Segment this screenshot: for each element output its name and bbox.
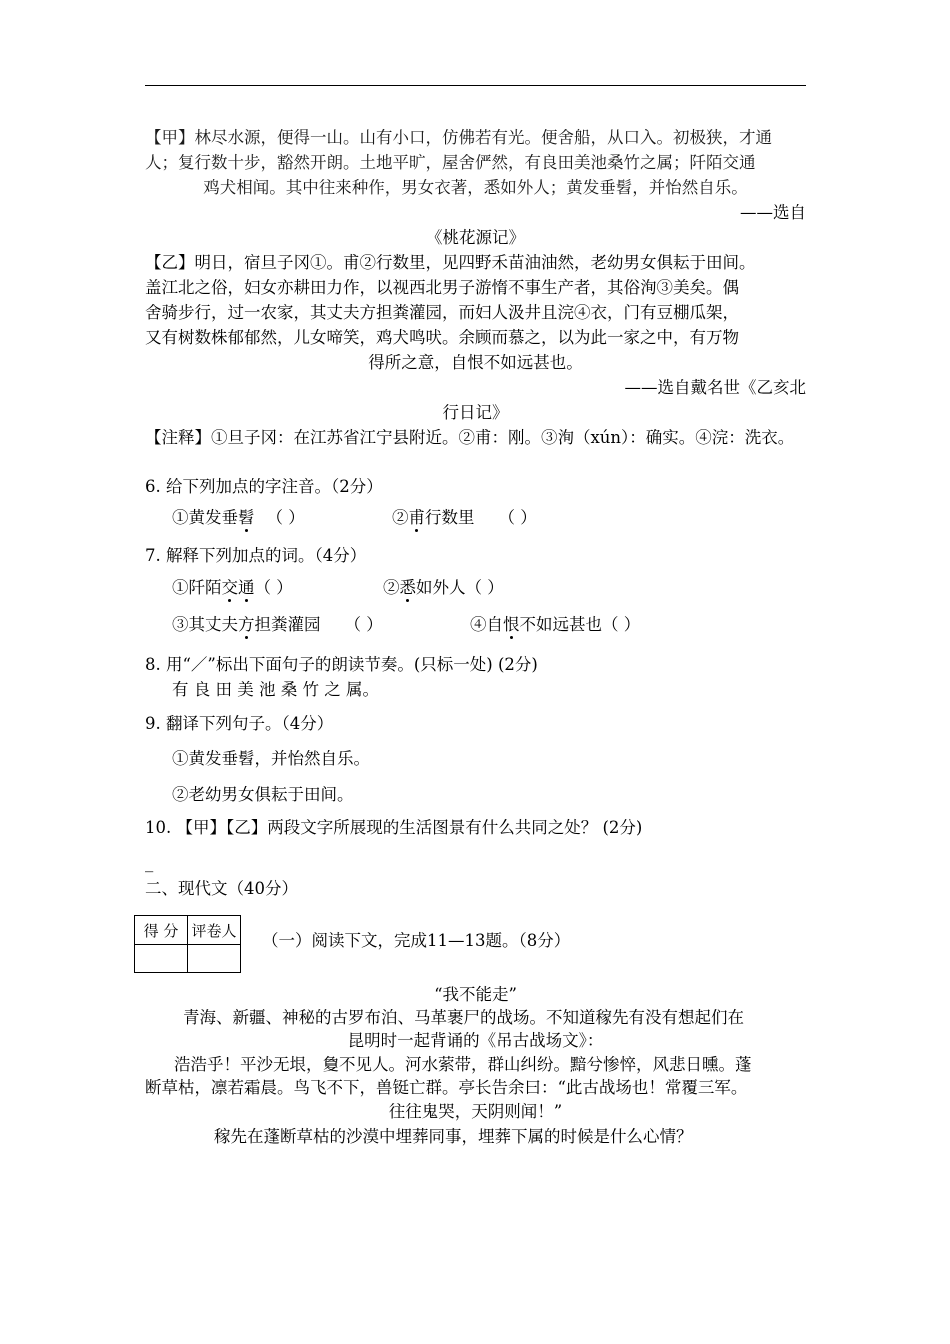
passage-jia-line-2: 人；复行数十步，豁然开朗。土地平旷，屋舍俨然，有良田美池桑竹之属；阡陌交通 xyxy=(145,153,756,172)
q7-b-text: ② xyxy=(383,578,400,597)
q6-item-a xyxy=(172,507,305,529)
q9-item-a: ①黄发垂髫，并怡然自乐。 xyxy=(172,749,370,768)
q7-item-b xyxy=(383,577,504,599)
essay-line-3: 浩浩乎！平沙无垠，敻不见人。河水萦带，群山纠纷。黯兮惨悴，风悲日曛。蓬 xyxy=(174,1055,752,1074)
q7-a-dotted-char-2: 通 xyxy=(238,578,255,597)
essay-line-1: 青海、新疆、神秘的古罗布泊、马革裹尸的战场。不知道稼先有没有想起们在 xyxy=(183,1008,744,1027)
q8-sentence[interactable]: 有 良 田 美 池 桑 竹 之 属。 xyxy=(172,680,379,699)
score-label-cell: 得 分 xyxy=(135,916,188,945)
q6-stem: 6. 给下列加点的字注音。（2分） xyxy=(145,477,383,496)
q7-stem: 7. 解释下列加点的词。（4分） xyxy=(145,546,367,565)
essay-line-5: 往往鬼哭，天阴则闻！” xyxy=(388,1102,563,1121)
q7-b-answer-blank[interactable]: （ ） xyxy=(465,578,504,597)
q9-stem: 9. 翻译下列句子。（4分） xyxy=(145,714,334,733)
q7-item-a xyxy=(172,577,293,599)
section2-title: 二、现代文（40分） xyxy=(145,879,298,898)
q7-d-answer-blank[interactable]: （ ） xyxy=(602,615,641,634)
q7-a-dotted-char-1: 交 xyxy=(221,578,238,597)
q6-b-answer-blank[interactable]: （ ） xyxy=(498,508,537,527)
q6-b-text-post: 行数里 xyxy=(425,508,475,527)
q7-d-dotted-char: 恨 xyxy=(503,615,520,634)
q6-item-b xyxy=(392,507,537,529)
score-table xyxy=(134,915,241,973)
passage-yi-line-4: 又有树数株郁郁然，儿女啼笑，鸡犬鸣吠。余顾而慕之，以为此一家之中，有万物 xyxy=(145,328,739,347)
q7-a-answer-blank[interactable]: （ ） xyxy=(254,578,293,597)
underscore-mark: _ xyxy=(145,853,154,872)
passage-yi-line-5: 得所之意，自恨不如远甚也。 xyxy=(368,353,583,372)
q6-a-answer-blank[interactable]: （ ） xyxy=(266,508,305,527)
q7-b-text-post: 如外人 xyxy=(416,578,466,597)
passage-jia-line-3: 鸡犬相闻。其中往来种作，男女衣著，悉如外人；黄发垂髫，并怡然自乐。 xyxy=(203,178,748,197)
q7-c-text: ③其丈夫 xyxy=(172,615,238,634)
header-rule xyxy=(145,85,806,86)
passage-jia-source-1: ——选自 xyxy=(740,203,806,222)
section2-sub-intro: （一）阅读下文，完成11—13题。（8分） xyxy=(262,931,571,950)
passage-yi-line-3: 舍骑步行，过一农家，其丈夫方担粪灌园，而妇人汲井且浣④衣，门有豆棚瓜架， xyxy=(145,303,739,322)
grader-input-cell[interactable] xyxy=(188,945,241,973)
q7-item-d xyxy=(470,614,640,636)
q10-stem: 10. 【甲】【乙】两段文字所展现的生活图景有什么共同之处？ (2分) xyxy=(145,818,643,837)
passage-yi-notes: 【注释】①旦子冈：在江苏省江宁县附近。②甫：刚。③洵（xún）：确实。④浣：洗衣。 xyxy=(145,428,795,447)
q7-b-dotted-char: 悉 xyxy=(399,578,416,597)
score-input-cell[interactable] xyxy=(135,945,188,973)
essay-title: “我不能走” xyxy=(434,985,517,1004)
passage-yi-line-1: 【乙】明日，宿旦子冈①。甫②行数里，见四野禾苗油油然，老幼男女俱耘于田间。 xyxy=(145,253,756,272)
essay-line-2: 昆明时一起背诵的《吊古战场文》： xyxy=(347,1031,604,1050)
passage-jia-source-2: 《桃花源记》 xyxy=(426,228,525,247)
q6-b-dotted-char: 甫 xyxy=(408,508,425,527)
q6-b-text: ② xyxy=(392,508,409,527)
q6-a-text: ①黄发垂 xyxy=(172,508,238,527)
grader-label-cell: 评卷人 xyxy=(188,916,241,945)
q7-c-dotted-char: 方 xyxy=(238,615,255,634)
q7-a-text: ①阡陌 xyxy=(172,578,222,597)
q7-item-c xyxy=(172,614,383,636)
passage-yi-line-2: 盖江北之俗，妇女亦耕田力作，以视西北男子游惰不事生产者，其俗洵③美矣。偶 xyxy=(145,278,739,297)
essay-line-4: 断草枯，凛若霜晨。鸟飞不下，兽铤亡群。亭长告余曰：“此古战场也！常覆三军。 xyxy=(145,1078,748,1097)
q7-c-answer-blank[interactable]: （ ） xyxy=(344,615,383,634)
essay-line-6: 稼先在蓬断草枯的沙漠中埋葬同事，埋葬下属的时候是什么心情？ xyxy=(214,1127,693,1146)
q9-item-b: ②老幼男女俱耘于田间。 xyxy=(172,785,354,804)
q7-d-text: ④自 xyxy=(470,615,503,634)
q7-c-text-post: 担粪灌园 xyxy=(254,615,321,634)
passage-yi-source-1: ——选自戴名世《乙亥北 xyxy=(624,378,806,397)
q7-d-text-post: 不如远甚也 xyxy=(519,615,602,634)
q6-a-dotted-char: 髫 xyxy=(238,508,255,527)
q8-stem: 8. 用“／”标出下面句子的朗读节奏。(只标一处) (2分) xyxy=(145,655,538,674)
passage-jia-line-1: 【甲】林尽水源，便得一山。山有小口，仿佛若有光。便舍船，从口入。初极狭，才通 xyxy=(145,128,772,147)
passage-yi-source-2: 行日记》 xyxy=(442,403,509,422)
